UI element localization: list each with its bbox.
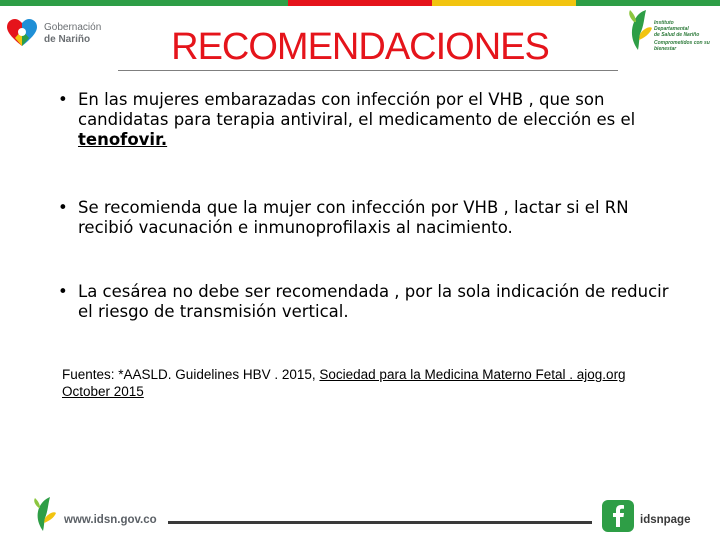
sources-plain: Fuentes: *AASLD. Guidelines HBV . 2015, <box>62 367 320 382</box>
top-bar-segment <box>288 0 432 6</box>
top-bar-segment <box>432 0 576 6</box>
bullet-text: La cesárea no debe ser recomendada , por la sola indicación de reducir el riesgo de transmisión vertical. <box>78 282 669 321</box>
idsn-logo-line1: Instituto <box>654 20 674 26</box>
bullet-marker: • <box>58 90 68 109</box>
top-bar-segment <box>0 0 144 6</box>
top-color-bar <box>0 0 720 6</box>
bullet-marker: • <box>58 198 68 217</box>
list-item <box>58 90 678 198</box>
gob-logo-line1: Gobernación <box>44 22 102 33</box>
facebook-icon[interactable] <box>602 500 634 532</box>
bullet-text: Se recomienda que la mujer con infección por VHB , lactar si el RN recibió vacunación e inmunoprofilaxis al nacimiento. <box>78 198 629 237</box>
list-item <box>58 282 678 322</box>
bullet-marker: • <box>58 282 68 301</box>
list-item <box>58 198 678 282</box>
gob-logo-line2: de Nariño <box>44 34 91 45</box>
facebook-handle-link[interactable]: idsnpage <box>640 514 691 526</box>
title-divider <box>118 70 618 71</box>
footer-website-link[interactable]: www.idsn.gov.co <box>64 514 157 526</box>
sources-citation <box>62 366 662 400</box>
bullet-text: En las mujeres embarazadas con infección por el VHB , que son candidatas para terapia antiviral, el medicamento de elección es el <box>78 90 636 129</box>
footer-divider <box>168 521 592 524</box>
idsn-logo-tagline: Comprometidos con su bienestar <box>654 40 710 52</box>
top-bar-segment <box>576 0 720 6</box>
recommendation-list <box>58 90 678 322</box>
top-bar-segment <box>144 0 288 6</box>
idsn-logo-line2: Departamental <box>654 26 689 32</box>
sources-link[interactable]: Sociedad para la Medicina Materno Fetal . ajog.org October 2015 <box>62 367 626 399</box>
emphasis-drug: tenofovir. <box>78 130 168 149</box>
page-title: RECOMENDACIONES <box>171 26 549 68</box>
idsn-logo-line3: de Salud de Nariño <box>654 32 700 38</box>
leaf-logo-icon <box>30 496 60 532</box>
